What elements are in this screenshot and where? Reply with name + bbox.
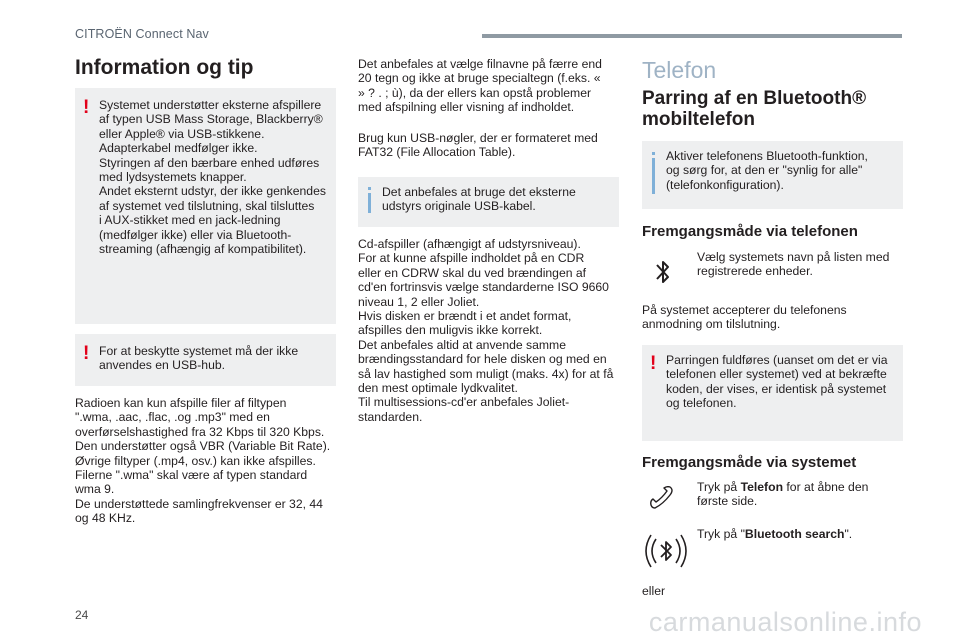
step-select-system-name: Vælg systemets navn på listen med registrerede enheder. <box>697 250 890 279</box>
accept-request-paragraph: På systemet accepterer du telefonens anmodning om tilslutning. <box>642 303 847 332</box>
warning-box-usb-hub <box>75 334 336 386</box>
subheading-via-phone: Fremgangsmåde via telefonen <box>642 223 858 240</box>
telefon-keyword: Telefon <box>740 480 784 494</box>
watermark: carmanualsonline.info <box>648 607 922 637</box>
section-title-information: Information og tip <box>75 56 254 79</box>
exclamation-icon: ! <box>83 97 90 118</box>
section-title-telefon: Telefon <box>642 57 717 83</box>
heading-bluetooth-pairing: Parring af en Bluetooth® mobiltelefon <box>642 88 867 130</box>
usb-format-paragraph: Brug kun USB-nøgler, der er formateret med FAT32 (File Allocation Table). <box>358 131 598 160</box>
running-header: CITROËN Connect Nav <box>75 27 209 41</box>
subheading-via-system: Fremgangsmåde via systemet <box>642 454 857 471</box>
exclamation-icon: ! <box>83 343 90 364</box>
warning-box-usb-support <box>75 88 336 324</box>
info-box-bluetooth-activation <box>642 141 903 209</box>
info-text-usb-cable: Det anbefales at bruge det eksterne udstyrs originale USB-kabel. <box>382 185 576 214</box>
info-icon <box>368 193 371 213</box>
or-label: eller <box>642 584 666 598</box>
bluetooth-icon <box>652 257 674 287</box>
step-bt-search-pre: Tryk på " <box>697 527 745 541</box>
exclamation-icon: ! <box>650 353 657 374</box>
warning-box-pairing-code <box>642 345 903 441</box>
info-box-usb-cable <box>358 177 619 227</box>
step-press-telefon-post: for at åbne den første side. <box>697 480 869 509</box>
info-text-bluetooth-activation: Aktiver telefonens Bluetooth-funktion, og sørg for, at den er "synlig for alle" (telefonkonfiguration). <box>666 149 868 192</box>
warning-text-pairing-code: Parringen fuldføres (uanset om det er via telefonen eller systemet) ved at bekræfte koden, der vises, er identisk på systemet og telefonen. <box>666 353 888 411</box>
phone-handset-icon <box>648 486 678 510</box>
warning-text-usb-hub: For at beskytte systemet må der ikke anvendes en USB-hub. <box>99 344 299 373</box>
header-rule <box>482 34 902 38</box>
cd-player-paragraph: Cd-afspiller (afhængigt af udstyrsniveau). For at kunne afspille indholdet på en CDR eller en CDRW skal du ved brændingen af cd'en fortrinsvis vælge standarderne ISO 9660 niveau 1, 2 eller Joliet. Hvis disken er brændt i et andet format, afspilles den muligvis ikke korrekt. Det anbefales altid at anvende samme brændingsstandard for hele disken og med en så lav hastighed som muligt (maks. 4x) for at få den mest optimale lydkvalitet. Til multisessions-cd'er anbefales Joliet- standarden. <box>358 237 614 424</box>
step-press-telefon-pre: Tryk på <box>697 480 741 494</box>
warning-text-usb-support: Systemet understøtter eksterne afspillere af typen USB Mass Storage, Blackberry® eller Apple® via USB-stikkene. Adapterkabel medfølger ikke. Styringen af den bærbare enhed udføres med lydsystemets knapper. Andet eksternt udstyr, der ikke genkendes af systemet ved tilslutning, skal tilsluttes i AUX-stikket med en jack-ledning (medfølger ikke) eller via Bluetooth- streaming (afhængig af kompatibilitet). <box>99 98 326 257</box>
step-press-bluetooth-search <box>697 527 907 541</box>
step-bt-search-post: ". <box>844 527 853 541</box>
bluetooth-search-keyword: Bluetooth search <box>744 527 845 541</box>
bluetooth-search-icon <box>642 528 690 576</box>
file-format-paragraph: Radioen kan kun afspille filer af filtypen ".wma, .aac, .flac, .og .mp3" med en overførselshastighed fra 32 Kbps til 320 Kbps. Den understøtter også VBR (Variable Bit Rate). Øvrige filtyper (.mp4, osv.) kan ikke afspilles. Filerne ".wma" skal være af typen standard wma 9. De understøttede samlingfrekvenser er 32, 44 og 48 KHz. <box>75 396 331 526</box>
step-press-telefon <box>697 480 907 509</box>
filename-paragraph: Det anbefales at vælge filnavne på færre end 20 tegn og ikke at bruge specialtegn (f.eks. « » ? . ; ù), da der ellers kan opstå problemer med afspilning eller visning af indholdet. <box>358 57 602 115</box>
page-number: 24 <box>75 608 89 622</box>
info-icon <box>652 158 655 194</box>
